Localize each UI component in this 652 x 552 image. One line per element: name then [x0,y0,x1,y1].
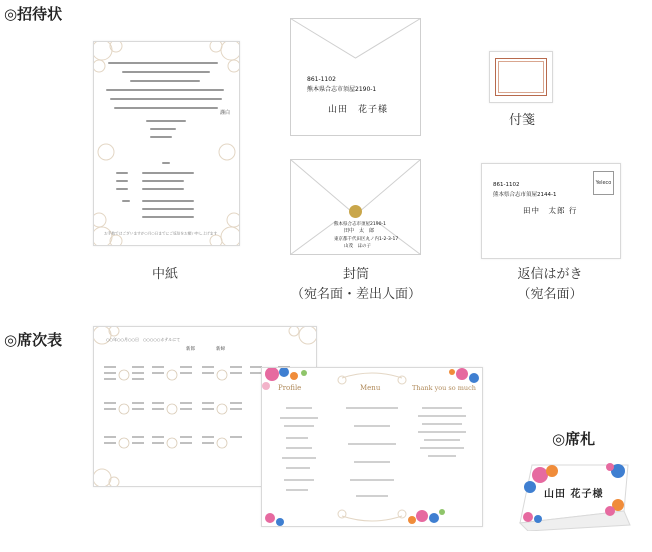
wax-seal-icon [349,205,362,218]
invitation-letter-sheet [93,41,240,246]
stamp-box: Yeleco [593,171,614,195]
envelope-caption-line2: （宛名面・差出人面） [290,287,421,302]
reply-caption-line1: 返信はがき [517,267,583,282]
letter-footer: お手数ではございますが○月○日までにご返信をお願い申し上げます [104,230,218,236]
reply-address: 熊本県合志市須屋2144-1 [493,192,557,198]
program-sheet [261,367,483,527]
envelope-back-line2: 田中 太 郎 [344,228,375,234]
seating-header-left: ○○年○○月○○日 ○○○○○ホテルにて [106,337,181,342]
envelope-front [290,18,421,136]
reply-postal: 861-1102 [493,182,520,188]
envelope-front-name: 山田 花子様 [328,105,389,115]
fusen-label [489,51,553,103]
seating-header-mid: 新郎 [186,347,195,352]
envelope-front-address: 熊本県合志市須屋2190-1 [307,86,377,93]
envelope-back-line4: 山茂 ほの子 [344,244,371,249]
reply-postcard [481,163,621,259]
envelope-back-line1: 熊本県合志市須屋2190-1 [334,222,386,227]
place-card [514,461,634,531]
placecard-heading: ◎席札 [552,430,596,448]
envelope-back-line3: 東京都千代田区丸ノ内1-2-3-17 [334,237,399,242]
seating-heading: ◎席次表 [4,331,63,349]
letter-signature: 謹白 [220,110,231,116]
program-thanks-title: Thank you so much [412,384,476,392]
place-card-name: 山田 花子様 [544,489,604,500]
envelope-back [290,159,421,255]
envelope-front-postal: 861-1102 [307,76,336,83]
program-menu-title: Menu [360,384,381,392]
letter-caption: 中紙 [151,267,178,282]
envelope-caption-line1: 封筒 [342,267,369,282]
reply-caption-line2: （宛名面） [517,287,583,302]
fusen-caption: 付箋 [508,113,535,128]
invitation-heading: ◎招待状 [4,5,63,23]
program-profile-title: Profile [278,384,302,392]
seating-header-right: 新婦 [216,347,225,352]
reply-name: 田中 太郎 行 [523,206,578,215]
